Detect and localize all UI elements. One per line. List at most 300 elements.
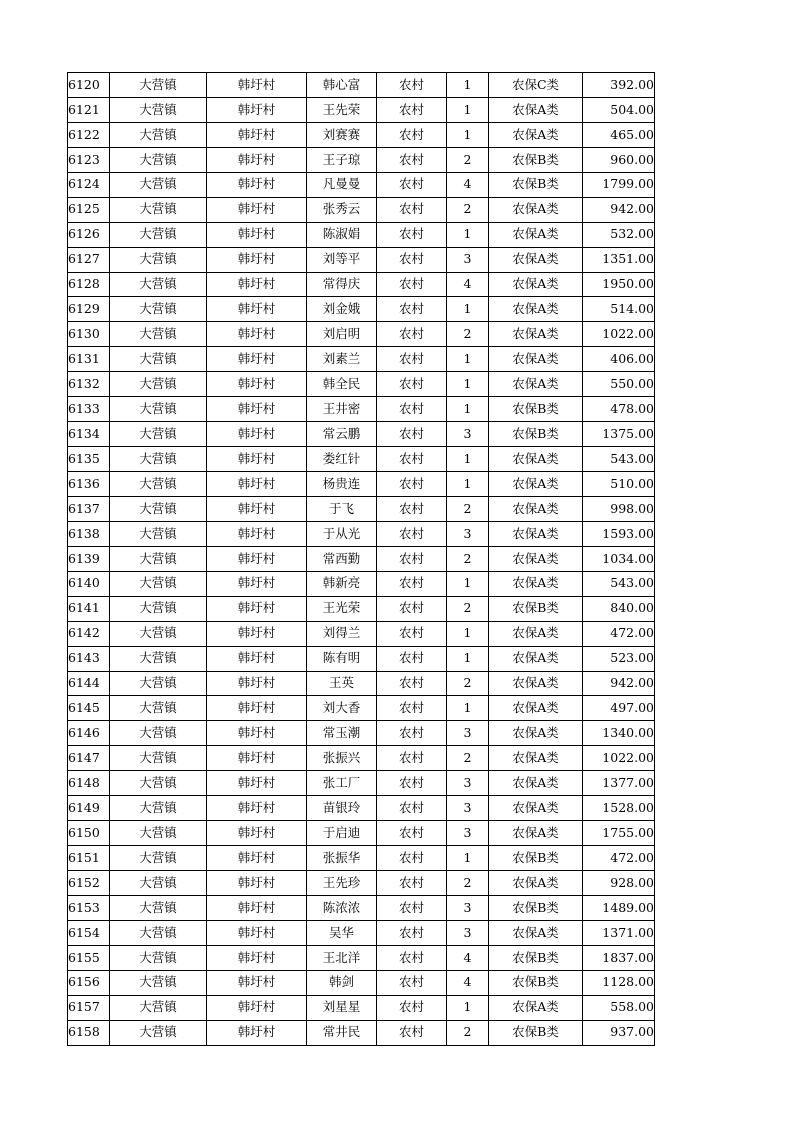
insurance-category-cell: 农保A类 (489, 671, 583, 696)
record-id-cell: 6149 (68, 796, 110, 821)
name-cell: 张振兴 (307, 746, 377, 771)
record-id-cell: 6136 (68, 472, 110, 497)
record-id-cell: 6132 (68, 372, 110, 397)
town-cell: 大营镇 (110, 995, 207, 1020)
record-id-cell: 6156 (68, 970, 110, 995)
record-id-cell: 6138 (68, 521, 110, 546)
name-cell: 王北洋 (307, 945, 377, 970)
village-cell: 韩圩村 (207, 73, 307, 98)
table-row (68, 821, 655, 846)
table-row (68, 571, 655, 596)
table-row (68, 197, 655, 222)
name-cell: 刘大香 (307, 696, 377, 721)
village-cell: 韩圩村 (207, 571, 307, 596)
village-cell: 韩圩村 (207, 895, 307, 920)
insurance-category-cell: 农保A类 (489, 721, 583, 746)
member-count-cell: 3 (447, 796, 489, 821)
record-id-cell: 6158 (68, 1020, 110, 1045)
amount-cell: 1351.00 (583, 247, 655, 272)
name-cell: 张振华 (307, 846, 377, 871)
record-id-cell: 6137 (68, 496, 110, 521)
insurance-category-cell: 农保A类 (489, 521, 583, 546)
name-cell: 刘赛赛 (307, 122, 377, 147)
household-type-cell: 农村 (377, 297, 447, 322)
village-cell: 韩圩村 (207, 945, 307, 970)
member-count-cell: 2 (447, 1020, 489, 1045)
village-cell: 韩圩村 (207, 472, 307, 497)
name-cell: 韩全民 (307, 372, 377, 397)
member-count-cell: 3 (447, 920, 489, 945)
town-cell: 大营镇 (110, 596, 207, 621)
member-count-cell: 2 (447, 147, 489, 172)
member-count-cell: 1 (447, 73, 489, 98)
amount-cell: 497.00 (583, 696, 655, 721)
record-id-cell: 6125 (68, 197, 110, 222)
table-row (68, 496, 655, 521)
name-cell: 王子琼 (307, 147, 377, 172)
member-count-cell: 1 (447, 97, 489, 122)
record-id-cell: 6129 (68, 297, 110, 322)
village-cell: 韩圩村 (207, 422, 307, 447)
village-cell: 韩圩村 (207, 596, 307, 621)
record-id-cell: 6127 (68, 247, 110, 272)
household-type-cell: 农村 (377, 347, 447, 372)
amount-cell: 550.00 (583, 372, 655, 397)
table-row (68, 397, 655, 422)
insurance-category-cell: 农保A类 (489, 621, 583, 646)
village-cell: 韩圩村 (207, 621, 307, 646)
town-cell: 大营镇 (110, 1020, 207, 1045)
insurance-category-cell: 农保A类 (489, 197, 583, 222)
member-count-cell: 3 (447, 821, 489, 846)
amount-cell: 543.00 (583, 447, 655, 472)
insurance-category-cell: 农保A类 (489, 995, 583, 1020)
household-type-cell: 农村 (377, 272, 447, 297)
insurance-category-cell: 农保B类 (489, 1020, 583, 1045)
village-cell: 韩圩村 (207, 846, 307, 871)
town-cell: 大营镇 (110, 222, 207, 247)
record-id-cell: 6153 (68, 895, 110, 920)
insurance-category-cell: 农保A类 (489, 696, 583, 721)
village-cell: 韩圩村 (207, 322, 307, 347)
village-cell: 韩圩村 (207, 272, 307, 297)
household-type-cell: 农村 (377, 73, 447, 98)
village-cell: 韩圩村 (207, 297, 307, 322)
name-cell: 于从光 (307, 521, 377, 546)
table-row (68, 1020, 655, 1045)
member-count-cell: 2 (447, 671, 489, 696)
record-id-cell: 6147 (68, 746, 110, 771)
amount-cell: 1340.00 (583, 721, 655, 746)
table-row (68, 73, 655, 98)
member-count-cell: 1 (447, 621, 489, 646)
member-count-cell: 2 (447, 746, 489, 771)
amount-cell: 1837.00 (583, 945, 655, 970)
amount-cell: 1375.00 (583, 422, 655, 447)
household-type-cell: 农村 (377, 871, 447, 896)
insurance-category-cell: 农保A类 (489, 920, 583, 945)
name-cell: 常西勤 (307, 546, 377, 571)
record-id-cell: 6145 (68, 696, 110, 721)
village-cell: 韩圩村 (207, 821, 307, 846)
insurance-category-cell: 农保A类 (489, 347, 583, 372)
village-cell: 韩圩村 (207, 721, 307, 746)
amount-cell: 960.00 (583, 147, 655, 172)
village-cell: 韩圩村 (207, 97, 307, 122)
household-type-cell: 农村 (377, 172, 447, 197)
member-count-cell: 4 (447, 970, 489, 995)
record-id-cell: 6128 (68, 272, 110, 297)
name-cell: 刘得兰 (307, 621, 377, 646)
town-cell: 大营镇 (110, 73, 207, 98)
name-cell: 于飞 (307, 496, 377, 521)
village-cell: 韩圩村 (207, 197, 307, 222)
amount-cell: 523.00 (583, 646, 655, 671)
name-cell: 韩剑 (307, 970, 377, 995)
member-count-cell: 1 (447, 297, 489, 322)
insurance-category-cell: 农保B类 (489, 895, 583, 920)
village-cell: 韩圩村 (207, 671, 307, 696)
household-type-cell: 农村 (377, 322, 447, 347)
amount-cell: 1022.00 (583, 322, 655, 347)
household-type-cell: 农村 (377, 646, 447, 671)
town-cell: 大营镇 (110, 821, 207, 846)
amount-cell: 472.00 (583, 621, 655, 646)
table-row (68, 297, 655, 322)
insurance-category-cell: 农保A类 (489, 272, 583, 297)
village-cell: 韩圩村 (207, 771, 307, 796)
insurance-category-cell: 农保A类 (489, 372, 583, 397)
village-cell: 韩圩村 (207, 347, 307, 372)
member-count-cell: 3 (447, 721, 489, 746)
amount-cell: 1489.00 (583, 895, 655, 920)
name-cell: 刘金娥 (307, 297, 377, 322)
village-cell: 韩圩村 (207, 247, 307, 272)
record-id-cell: 6146 (68, 721, 110, 746)
town-cell: 大营镇 (110, 97, 207, 122)
insurance-category-cell: 农保B类 (489, 970, 583, 995)
amount-cell: 1528.00 (583, 796, 655, 821)
record-id-cell: 6122 (68, 122, 110, 147)
town-cell: 大营镇 (110, 771, 207, 796)
town-cell: 大营镇 (110, 846, 207, 871)
name-cell: 陈淑娟 (307, 222, 377, 247)
amount-cell: 1593.00 (583, 521, 655, 546)
record-id-cell: 6124 (68, 172, 110, 197)
table-row (68, 995, 655, 1020)
record-id-cell: 6151 (68, 846, 110, 871)
table-row (68, 172, 655, 197)
records-table (67, 72, 655, 1046)
table-row (68, 646, 655, 671)
name-cell: 陈浓浓 (307, 895, 377, 920)
household-type-cell: 农村 (377, 122, 447, 147)
insurance-category-cell: 农保A类 (489, 546, 583, 571)
name-cell: 王井密 (307, 397, 377, 422)
insurance-category-cell: 农保A类 (489, 447, 583, 472)
household-type-cell: 农村 (377, 247, 447, 272)
amount-cell: 1755.00 (583, 821, 655, 846)
member-count-cell: 3 (447, 771, 489, 796)
insurance-category-cell: 农保C类 (489, 73, 583, 98)
insurance-category-cell: 农保A类 (489, 496, 583, 521)
record-id-cell: 6154 (68, 920, 110, 945)
name-cell: 陈有明 (307, 646, 377, 671)
table-row (68, 222, 655, 247)
record-id-cell: 6141 (68, 596, 110, 621)
member-count-cell: 4 (447, 945, 489, 970)
town-cell: 大营镇 (110, 372, 207, 397)
insurance-category-cell: 农保A类 (489, 821, 583, 846)
table-row (68, 671, 655, 696)
amount-cell: 472.00 (583, 846, 655, 871)
member-count-cell: 2 (447, 496, 489, 521)
town-cell: 大营镇 (110, 247, 207, 272)
member-count-cell: 1 (447, 122, 489, 147)
member-count-cell: 1 (447, 222, 489, 247)
record-id-cell: 6143 (68, 646, 110, 671)
insurance-category-cell: 农保B类 (489, 422, 583, 447)
member-count-cell: 1 (447, 397, 489, 422)
household-type-cell: 农村 (377, 746, 447, 771)
town-cell: 大营镇 (110, 322, 207, 347)
household-type-cell: 农村 (377, 970, 447, 995)
table-row (68, 322, 655, 347)
name-cell: 娄红针 (307, 447, 377, 472)
village-cell: 韩圩村 (207, 746, 307, 771)
household-type-cell: 农村 (377, 222, 447, 247)
insurance-category-cell: 农保A类 (489, 122, 583, 147)
household-type-cell: 农村 (377, 546, 447, 571)
member-count-cell: 3 (447, 521, 489, 546)
name-cell: 常得庆 (307, 272, 377, 297)
household-type-cell: 农村 (377, 721, 447, 746)
town-cell: 大营镇 (110, 472, 207, 497)
household-type-cell: 农村 (377, 97, 447, 122)
household-type-cell: 农村 (377, 422, 447, 447)
table-row (68, 621, 655, 646)
village-cell: 韩圩村 (207, 147, 307, 172)
town-cell: 大营镇 (110, 646, 207, 671)
record-id-cell: 6140 (68, 571, 110, 596)
record-id-cell: 6121 (68, 97, 110, 122)
insurance-category-cell: 农保A类 (489, 322, 583, 347)
amount-cell: 406.00 (583, 347, 655, 372)
member-count-cell: 1 (447, 646, 489, 671)
insurance-category-cell: 农保B类 (489, 147, 583, 172)
member-count-cell: 1 (447, 846, 489, 871)
table-row (68, 447, 655, 472)
record-id-cell: 6120 (68, 73, 110, 98)
member-count-cell: 1 (447, 696, 489, 721)
town-cell: 大营镇 (110, 871, 207, 896)
village-cell: 韩圩村 (207, 995, 307, 1020)
amount-cell: 532.00 (583, 222, 655, 247)
name-cell: 刘启明 (307, 322, 377, 347)
table-row (68, 970, 655, 995)
table-row (68, 272, 655, 297)
household-type-cell: 农村 (377, 521, 447, 546)
table-row (68, 347, 655, 372)
insurance-category-cell: 农保A类 (489, 472, 583, 497)
town-cell: 大营镇 (110, 920, 207, 945)
insurance-category-cell: 农保B类 (489, 172, 583, 197)
town-cell: 大营镇 (110, 671, 207, 696)
member-count-cell: 1 (447, 995, 489, 1020)
member-count-cell: 1 (447, 571, 489, 596)
member-count-cell: 1 (447, 372, 489, 397)
town-cell: 大营镇 (110, 197, 207, 222)
member-count-cell: 4 (447, 272, 489, 297)
record-id-cell: 6142 (68, 621, 110, 646)
table-row (68, 696, 655, 721)
table-row (68, 147, 655, 172)
town-cell: 大营镇 (110, 945, 207, 970)
amount-cell: 1034.00 (583, 546, 655, 571)
household-type-cell: 农村 (377, 447, 447, 472)
name-cell: 于启迪 (307, 821, 377, 846)
table-row (68, 895, 655, 920)
village-cell: 韩圩村 (207, 696, 307, 721)
town-cell: 大营镇 (110, 172, 207, 197)
table-row (68, 472, 655, 497)
name-cell: 韩新亮 (307, 571, 377, 596)
insurance-category-cell: 农保A类 (489, 97, 583, 122)
town-cell: 大营镇 (110, 546, 207, 571)
name-cell: 刘星星 (307, 995, 377, 1020)
amount-cell: 510.00 (583, 472, 655, 497)
village-cell: 韩圩村 (207, 447, 307, 472)
household-type-cell: 农村 (377, 397, 447, 422)
record-id-cell: 6135 (68, 447, 110, 472)
insurance-category-cell: 农保A类 (489, 796, 583, 821)
name-cell: 张工厂 (307, 771, 377, 796)
amount-cell: 1377.00 (583, 771, 655, 796)
record-id-cell: 6139 (68, 546, 110, 571)
name-cell: 杨贵连 (307, 472, 377, 497)
household-type-cell: 农村 (377, 995, 447, 1020)
amount-cell: 465.00 (583, 122, 655, 147)
member-count-cell: 1 (447, 447, 489, 472)
member-count-cell: 2 (447, 546, 489, 571)
amount-cell: 1371.00 (583, 920, 655, 945)
village-cell: 韩圩村 (207, 546, 307, 571)
household-type-cell: 农村 (377, 920, 447, 945)
name-cell: 刘素兰 (307, 347, 377, 372)
name-cell: 王光荣 (307, 596, 377, 621)
household-type-cell: 农村 (377, 621, 447, 646)
name-cell: 常云鹏 (307, 422, 377, 447)
record-id-cell: 6155 (68, 945, 110, 970)
amount-cell: 1128.00 (583, 970, 655, 995)
insurance-category-cell: 农保A类 (489, 871, 583, 896)
amount-cell: 514.00 (583, 297, 655, 322)
table-row (68, 247, 655, 272)
amount-cell: 1799.00 (583, 172, 655, 197)
record-id-cell: 6133 (68, 397, 110, 422)
amount-cell: 478.00 (583, 397, 655, 422)
town-cell: 大营镇 (110, 621, 207, 646)
household-type-cell: 农村 (377, 771, 447, 796)
amount-cell: 504.00 (583, 97, 655, 122)
town-cell: 大营镇 (110, 297, 207, 322)
name-cell: 刘等平 (307, 247, 377, 272)
record-id-cell: 6144 (68, 671, 110, 696)
town-cell: 大营镇 (110, 746, 207, 771)
name-cell: 常井民 (307, 1020, 377, 1045)
village-cell: 韩圩村 (207, 172, 307, 197)
household-type-cell: 农村 (377, 197, 447, 222)
village-cell: 韩圩村 (207, 871, 307, 896)
member-count-cell: 3 (447, 895, 489, 920)
household-type-cell: 农村 (377, 571, 447, 596)
amount-cell: 937.00 (583, 1020, 655, 1045)
household-type-cell: 农村 (377, 671, 447, 696)
town-cell: 大营镇 (110, 397, 207, 422)
member-count-cell: 4 (447, 172, 489, 197)
household-type-cell: 农村 (377, 796, 447, 821)
village-cell: 韩圩村 (207, 970, 307, 995)
amount-cell: 998.00 (583, 496, 655, 521)
village-cell: 韩圩村 (207, 122, 307, 147)
town-cell: 大营镇 (110, 796, 207, 821)
amount-cell: 928.00 (583, 871, 655, 896)
town-cell: 大营镇 (110, 122, 207, 147)
table-row (68, 546, 655, 571)
insurance-category-cell: 农保A类 (489, 771, 583, 796)
household-type-cell: 农村 (377, 945, 447, 970)
table-body (68, 73, 655, 1046)
amount-cell: 840.00 (583, 596, 655, 621)
record-id-cell: 6131 (68, 347, 110, 372)
town-cell: 大营镇 (110, 721, 207, 746)
table-row (68, 920, 655, 945)
town-cell: 大营镇 (110, 422, 207, 447)
table-row (68, 521, 655, 546)
household-type-cell: 农村 (377, 696, 447, 721)
name-cell: 吴华 (307, 920, 377, 945)
table-row (68, 372, 655, 397)
household-type-cell: 农村 (377, 472, 447, 497)
member-count-cell: 2 (447, 871, 489, 896)
table-row (68, 596, 655, 621)
record-id-cell: 6123 (68, 147, 110, 172)
village-cell: 韩圩村 (207, 920, 307, 945)
table-row (68, 945, 655, 970)
town-cell: 大营镇 (110, 447, 207, 472)
household-type-cell: 农村 (377, 372, 447, 397)
village-cell: 韩圩村 (207, 796, 307, 821)
table-row (68, 122, 655, 147)
town-cell: 大营镇 (110, 496, 207, 521)
member-count-cell: 3 (447, 422, 489, 447)
town-cell: 大营镇 (110, 521, 207, 546)
record-id-cell: 6130 (68, 322, 110, 347)
member-count-cell: 3 (447, 247, 489, 272)
town-cell: 大营镇 (110, 895, 207, 920)
record-id-cell: 6148 (68, 771, 110, 796)
record-id-cell: 6157 (68, 995, 110, 1020)
insurance-category-cell: 农保B类 (489, 846, 583, 871)
insurance-category-cell: 农保A类 (489, 297, 583, 322)
record-id-cell: 6150 (68, 821, 110, 846)
village-cell: 韩圩村 (207, 397, 307, 422)
name-cell: 常玉潮 (307, 721, 377, 746)
member-count-cell: 1 (447, 347, 489, 372)
town-cell: 大营镇 (110, 571, 207, 596)
name-cell: 王先荣 (307, 97, 377, 122)
village-cell: 韩圩村 (207, 496, 307, 521)
